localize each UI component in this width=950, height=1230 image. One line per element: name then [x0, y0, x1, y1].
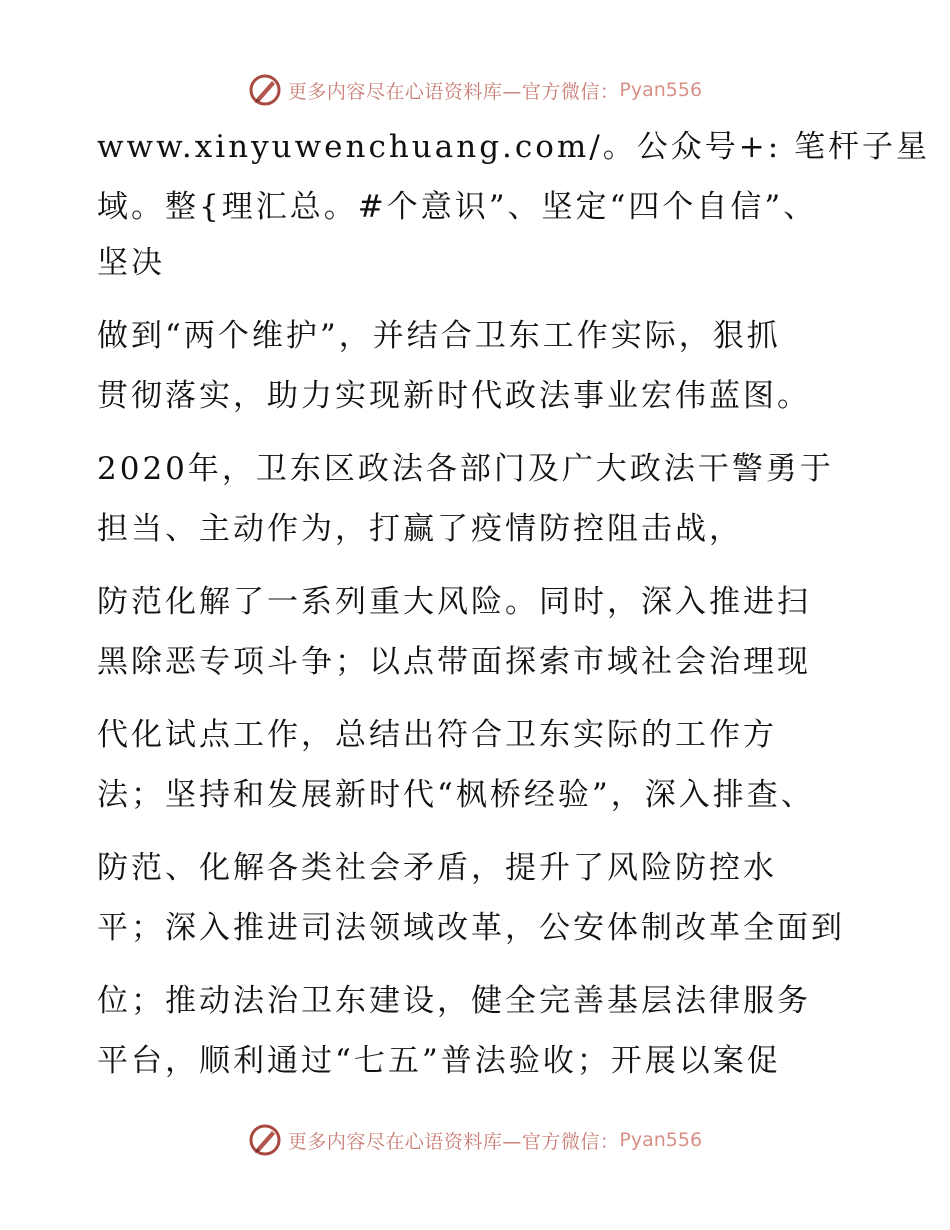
- body-line: 代化试点工作，总结出符合卫东实际的工作方: [97, 717, 777, 753]
- body-line: 黑除恶专项斗争；以点带面探索市域社会治理现: [97, 644, 811, 680]
- header-banner-text: 更多内容尽在心语资料库—官方微信：: [287, 80, 620, 103]
- body-line: 平；深入推进司法领域改革，公安体制改革全面到: [97, 910, 845, 946]
- body-line: 域。整{理汇总。#个意识”、坚定“四个自信”、: [97, 189, 818, 225]
- footer-banner-text: 更多内容尽在心语资料库—官方微信：: [287, 1130, 620, 1153]
- body-line: 位；推动法治卫东建设，健全完善基层法律服务: [97, 983, 811, 1019]
- body-line: 担当、主动作为，打赢了疫情防控阻击战，: [97, 511, 743, 547]
- body-line: 防范化解了一系列重大风险。同时，深入推进扫: [97, 584, 811, 620]
- body-line: 法；坚持和发展新时代“枫桥经验”，深入排查、: [97, 777, 815, 813]
- body-line: www.xinyuwenchuang.com/。公众号+: 笔杆子星: [97, 129, 931, 165]
- body-line: 防范、化解各类社会矛盾，提升了风险防控水: [97, 850, 777, 886]
- body-line: 平台，顺利通过“七五”普法验收；开展以案促: [97, 1043, 781, 1079]
- pen-logo-icon: [248, 1123, 282, 1157]
- footer-wechat-id: Pyan556: [619, 1129, 703, 1151]
- footer-banner: [0, 1120, 950, 1160]
- body-line: 坚决: [97, 245, 165, 281]
- body-line: 贯彻落实，助力实现新时代政法事业宏伟蓝图。: [97, 378, 811, 414]
- body-line: 做到“两个维护”，并结合卫东工作实际，狠抓: [97, 318, 781, 354]
- body-line: 2020年，卫东区政法各部门及广大政法干警勇于: [97, 451, 834, 487]
- header-wechat-id: Pyan556: [619, 79, 703, 101]
